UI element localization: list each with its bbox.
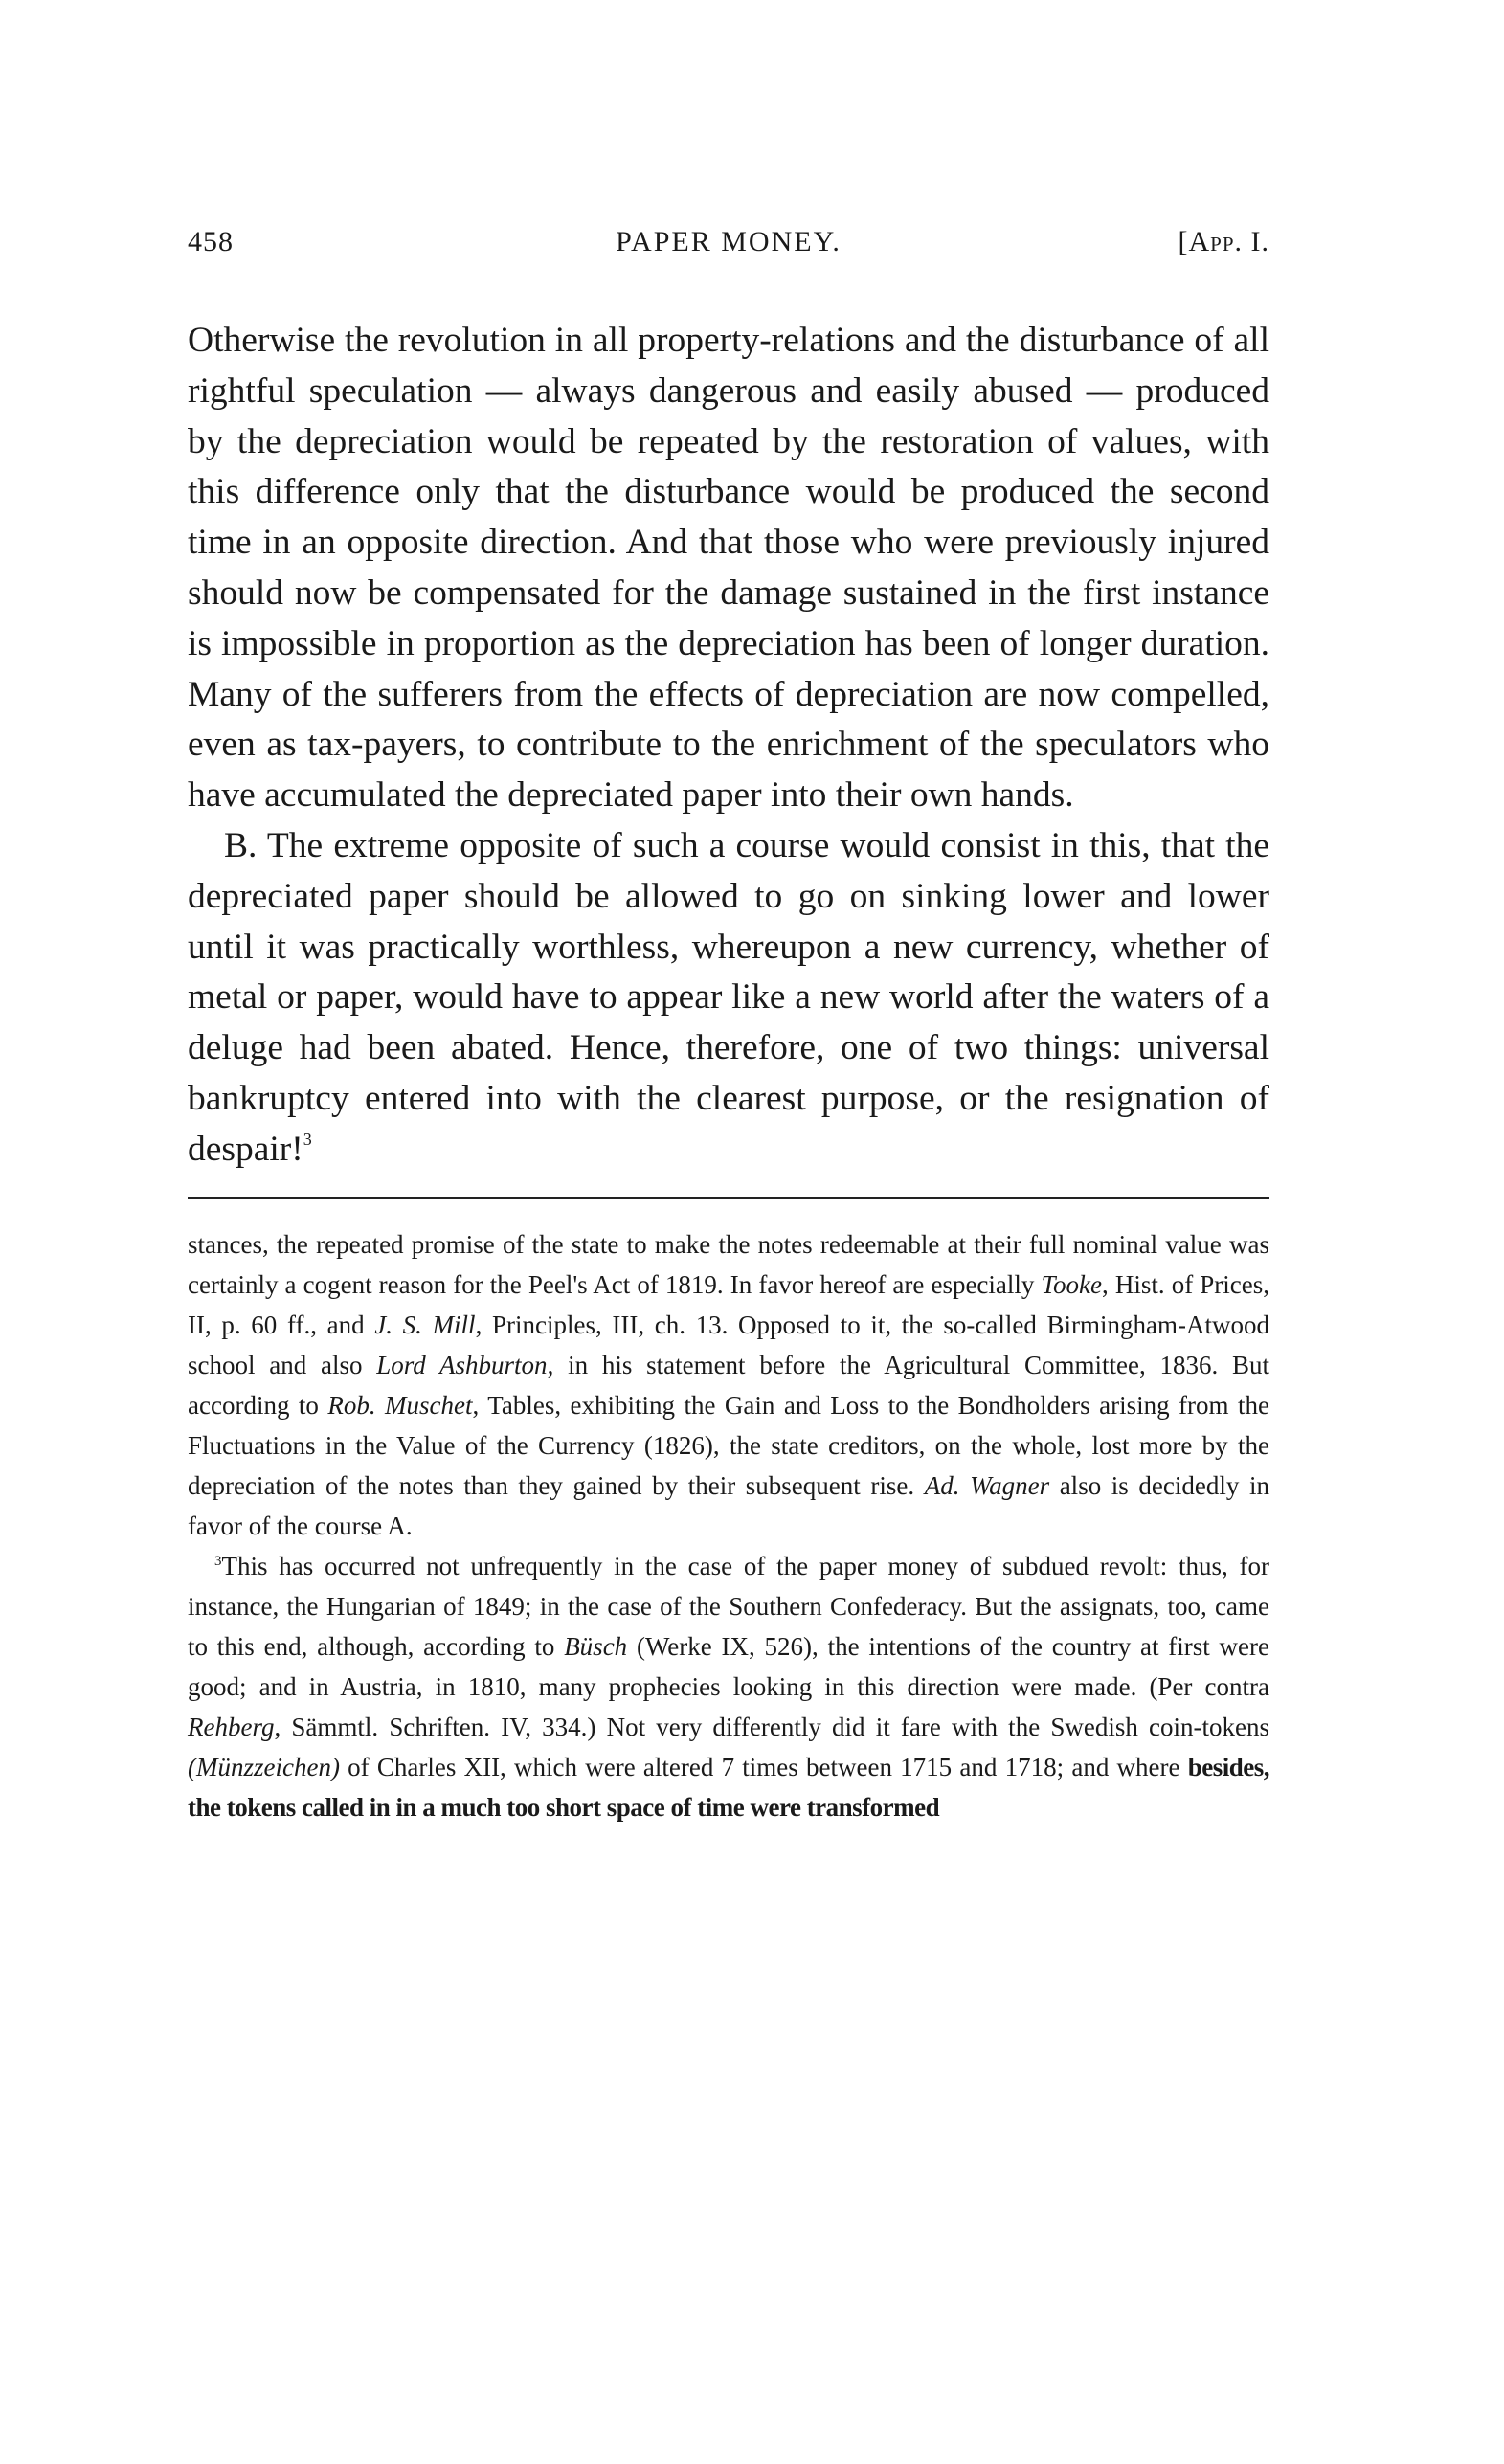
footnote-separator-rule <box>188 1197 1269 1199</box>
footnote-text: This has occurred not unfrequently in the case of the paper money of subdued revolt: thus, for instance, the Hungarian of 1849; in the case of the Southern Confederacy. But the assignats, too, came to this end, although, according to <box>188 1551 1269 1661</box>
page-number: 458 <box>188 226 234 258</box>
paragraph-b <box>188 821 1269 1176</box>
footnote-text: (Werke IX, 526), the intentions of the country at first were good; and in Austria, in 1810, many prophecies looking in this direction were made. (Per contra <box>188 1631 1270 1701</box>
footnote-continued <box>188 1224 1269 1546</box>
author-ref-ashburton: Lord Ashburton <box>376 1350 548 1379</box>
running-title: PAPER MONEY. <box>616 226 842 258</box>
footnote-text: , Tables, exhibiting the Gain and Loss to the Bondholders arising from the Fluctuations in the Value of the Currency (1826), the state creditors, on the whole, lost more by the depreciation of the notes than they gained by their subsequent rise. <box>188 1390 1269 1500</box>
footnote-text: also is decidedly in favor of the course A. <box>188 1470 1269 1540</box>
footnote-text: , Principles, III, ch. 13. Opposed to it, the so-called Birmingham-Atwood school and also <box>188 1310 1269 1379</box>
footnote-text: , in his statement before the Agricultural Committee, 1836. But according to <box>188 1350 1269 1420</box>
paragraph-otherwise <box>188 316 1269 821</box>
footnote-3 <box>188 1546 1269 1827</box>
author-ref-busch: Büsch <box>564 1631 628 1661</box>
footnote-text: , Hist. of Prices, II, p. 60 ff., and <box>188 1269 1269 1339</box>
running-head <box>188 226 1269 274</box>
author-ref-wagner: Ad. Wagner <box>924 1470 1050 1500</box>
section-label: [App. I. <box>1178 226 1269 258</box>
footnote-text: stances, the repeated promise of the state to make the notes redeemable at their full nominal value was certainly a cogent reason for the Peel's Act of 1819. In favor hereof are especially <box>188 1229 1269 1299</box>
footnote-reference-3[interactable]: 3 <box>303 1129 312 1149</box>
footnote-text: of Charles XII, which were altered 7 times between 1715 and 1718; and where <box>339 1752 1188 1781</box>
footnotes <box>188 1224 1269 1827</box>
main-text <box>188 316 1269 1176</box>
author-ref-rehberg: Rehberg <box>188 1712 275 1741</box>
footnote-mark-3: 3 <box>214 1553 222 1569</box>
author-ref-mill: J. S. Mill <box>374 1310 476 1339</box>
author-ref-tooke: Tooke <box>1041 1269 1103 1299</box>
term-munzzeichen: (Münzzeichen) <box>188 1752 340 1781</box>
footnote-text: , Sämmtl. Schriften. IV, 334.) Not very differently did it fare with the Swedish coin-tokens <box>274 1712 1269 1741</box>
book-page <box>188 226 1269 1827</box>
footnote-text-bold: besides, the tokens called in in a much too short space of time were transformed <box>188 1752 1269 1822</box>
paragraph-text: Otherwise the revolution in all property-relations and the disturbance of all rightful speculation — always dangerous and easily abused — produced by the depreciation would be repeated by the restoration of values, with this difference only that the disturbance would be produced the second time in an opposite direction. And that those who were previously injured should now be compensated for the damage sustained in the first instance is impossible in proportion as the depreciation has been of longer duration. Many of the sufferers from the effects of depreciation are now compelled, even as tax-payers, to contribute to the enrichment of the speculators who have accumulated the depreciated paper into their own hands. <box>188 321 1269 816</box>
paragraph-text: B. The extreme opposite of such a course would consist in this, that the depreciated paper should be allowed to go on sinking lower and lower until it was practically worthless, whereupon a new currency, whether of metal or paper, would have to appear like a new world after the waters of a deluge had been abated. Hence, therefore, one of two things: universal bankruptcy entered into with the clearest purpose, or the resignation of despair! <box>188 825 1269 1169</box>
author-ref-muschet: Rob. Muschet <box>327 1390 473 1420</box>
